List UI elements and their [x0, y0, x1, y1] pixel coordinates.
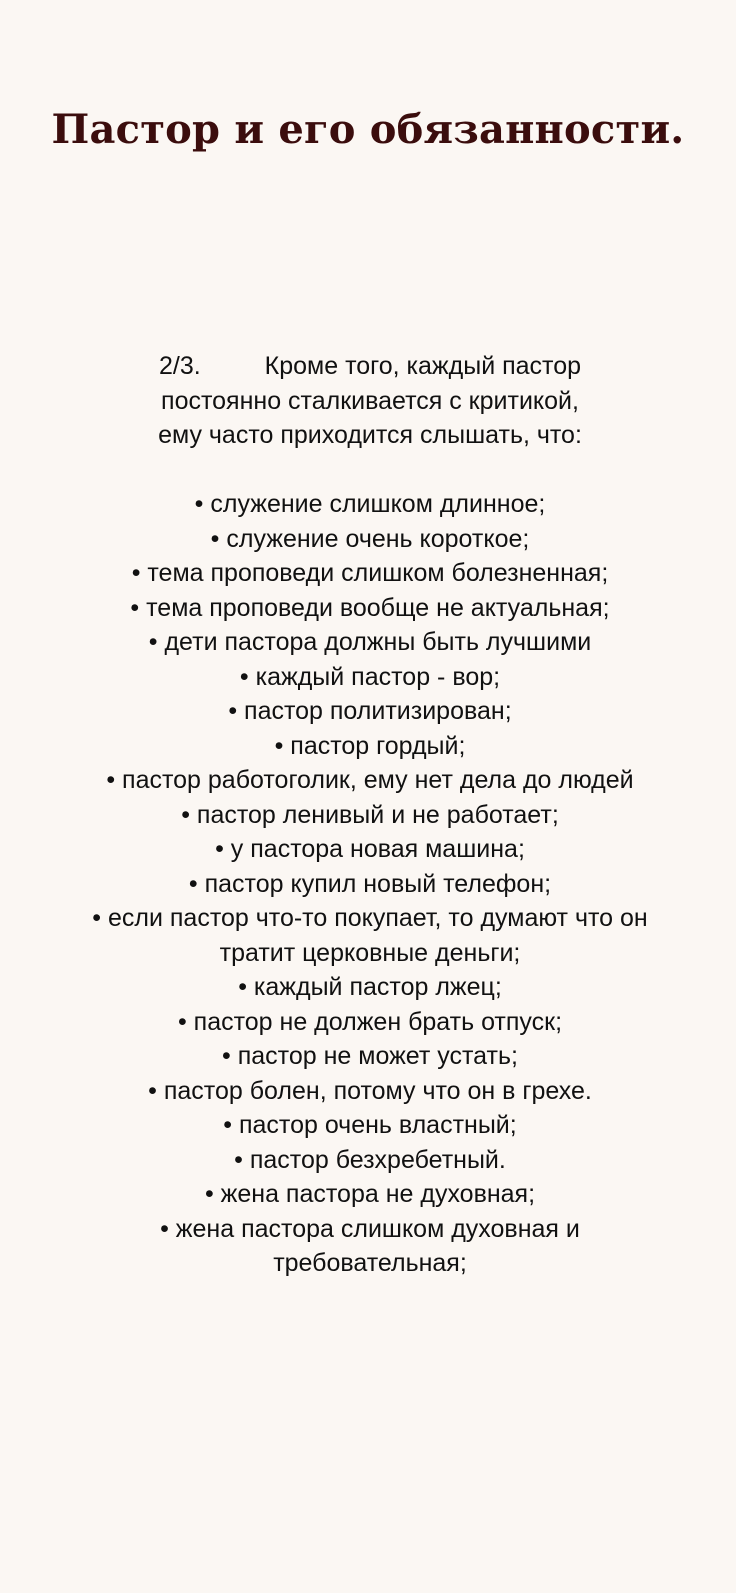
intro-line-1 [90, 349, 650, 384]
list-item: • тема проповеди слишком болезненная; [131, 559, 609, 587]
list-item: • дети пастора должны быть лучшими [148, 628, 592, 656]
page-title: Пастор и его обязанности. [51, 106, 685, 153]
list-item: • если пастор что-то покупает, то думают что он тратит церковные деньги; [92, 904, 648, 967]
list-item: • пастор ленивый и не работает; [181, 800, 559, 829]
list-item: • жена пастора слишком духовная и требовательная; [160, 1214, 580, 1277]
list-item: • пастор болен, потому что он в грехе. [148, 1076, 592, 1105]
list-item: • каждый пастор лжец; [238, 973, 502, 1001]
intro-paragraph [90, 349, 650, 453]
list-item: • пастор не должен брать отпуск; [177, 1007, 563, 1036]
list-item: • пастор не может устать; [222, 1042, 518, 1070]
list-item: • пастор купил новый телефон; [188, 869, 552, 898]
criticism-list [90, 487, 650, 1281]
list-item: • тема проповеди вообще не актуальная; [130, 593, 610, 622]
document-body [90, 349, 650, 1281]
list-item: • служение очень короткое; [210, 524, 530, 553]
intro-line-2: постоянно сталкивается с критикой, [161, 386, 579, 415]
intro-line-3: ему часто приходится слышать, что: [158, 421, 582, 449]
list-item: • пастор гордый; [274, 731, 466, 760]
intro-text-1: Кроме того, каждый пастор [264, 352, 582, 380]
page-number: 2/3. [158, 352, 201, 380]
list-item: • пастор политизирован; [228, 697, 512, 725]
list-item: • у пастора новая машина; [215, 835, 525, 863]
list-item: • каждый пастор - вор; [239, 662, 501, 691]
list-item: • пастор безхребетный. [234, 1145, 506, 1174]
list-item: • пастор работоголик, ему нет дела до людей [106, 766, 634, 794]
list-item: • жена пастора не духовная; [204, 1180, 536, 1208]
list-item: • пастор очень властный; [223, 1111, 517, 1139]
paragraph-spacer [90, 453, 650, 488]
list-item: • служение слишком длинное; [194, 490, 546, 518]
